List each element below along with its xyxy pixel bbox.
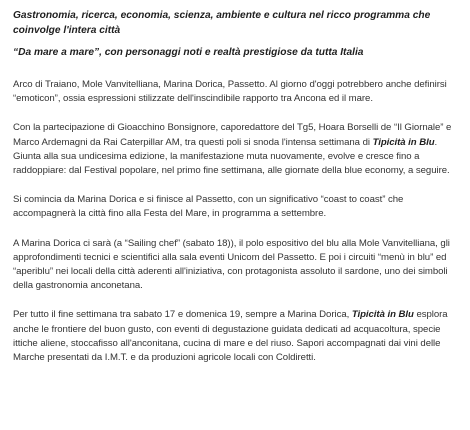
- article-subhead: “Da mare a mare”, con personaggi noti e realtà prestigiose da tutta Italia: [13, 47, 364, 58]
- article: [13, 8, 465, 380]
- paragraph-participants-text-b: . Giunta alla sua undicesima edizione, la manifestazione muta nuovamente, evolve e cresce fino a raddoppiare: dal Festival popolare, nel primo fine settimana, alle giornate della blue economy, a seguire.: [13, 136, 450, 177]
- paragraph-participants: [13, 121, 465, 178]
- event-name-emphasis: Tipicità in Blu: [372, 136, 435, 148]
- paragraph-participants-text-a: Con la partecipazione di Gioacchino Bonsignore, caporedattore del Tg5, Hoara Borselli de “Il Giornale” e Marco Ardemagni da Rai Caterpillar AM, tra questi poli si snoda l'intensa settimana di: [13, 122, 452, 148]
- paragraph-intro: Arco di Traiano, Mole Vanvitelliana, Marina Dorica, Passetto. Al giorno d'oggi potrebbero anche definirsi “emoticon”, ossia espressioni stilizzate dell'inscindibile rapporto tra Ancona ed il mare.: [13, 79, 447, 105]
- article-headline: Gastronomia, ricerca, economia, scienza, ambiente e cultura nel ricco programma che coinvolge l'intera città: [13, 10, 431, 36]
- event-name-emphasis: Tipicità in Blu: [351, 309, 414, 321]
- paragraph-weekend-text-a: Per tutto il fine settimana tra sabato 17 e domenica 19, sempre a Marina Dorica,: [13, 309, 352, 321]
- paragraph-venues: A Marina Dorica ci sarà (a “Sailing chef” (sabato 18)), il polo espositivo del blu alla Mole Vanvitelliana, gli approfondimenti tecnici e scientifici alla sala eventi Unicom del Passetto. E poi i circuiti “menù in blu” ed “aperiblu” nei locali della città aderenti all'iniziativa, con protagonista assoluto il sardone, uno dei simboli della gastronomia anconetana.: [13, 237, 450, 292]
- paragraph-weekend-text-b: esplora anche le frontiere del buon gusto, con eventi di degustazione guidata dedicati ad acquacoltura, specie ittiche aliene, stoccafisso all'anconitana, cucina di mare e del riuso. Sapori accompagnati dai vini delle Marche presentati da I.M.T. e da produzioni agricole locali con Coldiretti.: [13, 309, 448, 364]
- paragraph-coast-to-coast: Si comincia da Marina Dorica e si finisce al Passetto, con un significativo “coast to coast” che accompagnerà la città fino alla Festa del Mare, in programma a settembre.: [13, 194, 404, 220]
- paragraph-weekend: [13, 308, 465, 365]
